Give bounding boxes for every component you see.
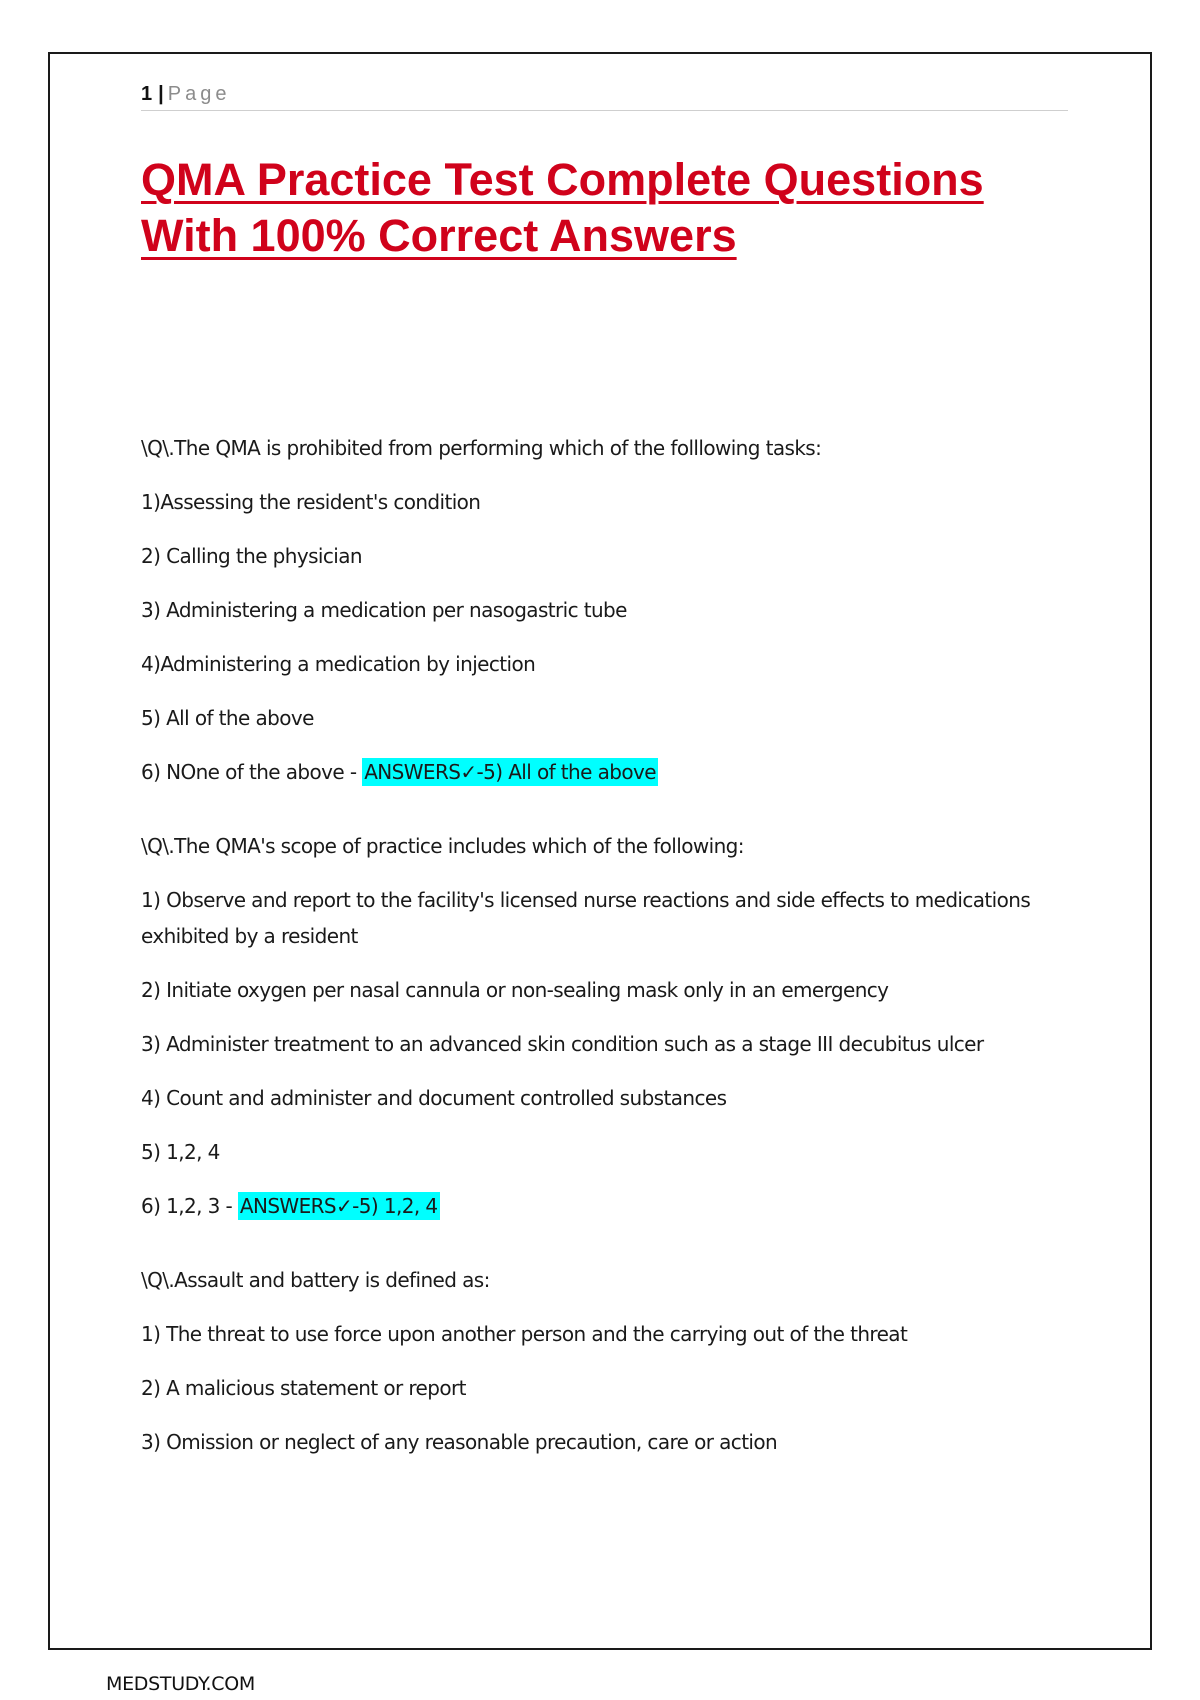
title-line-2: With 100% Correct Answers	[141, 210, 737, 261]
option-3: 3) Administer treatment to an advanced skin condition such as a stage III decubitus ulcer	[141, 1032, 984, 1056]
question-3	[141, 1262, 1068, 1460]
document-title	[141, 152, 1068, 264]
option-6: 6) NOne of the above -	[141, 760, 363, 784]
footer-site-name: MEDSTUDY.COM	[106, 1673, 256, 1695]
option-1: 1) The threat to use force upon another person and the carrying out of the threat	[141, 1322, 908, 1346]
option-4: 4)Administering a medication by injection	[141, 652, 536, 676]
questions-content	[141, 430, 1068, 1498]
option-4: 4) Count and administer and document controlled substances	[141, 1086, 727, 1110]
answer-highlight: ANSWERS✓-5) All of the above	[364, 760, 656, 784]
question-2	[141, 828, 1068, 1224]
option-5: 5) All of the above	[141, 706, 314, 730]
option-1: 1)Assessing the resident's condition	[141, 490, 481, 514]
page-separator: |	[158, 83, 164, 105]
option-3: 3) Omission or neglect of any reasonable precaution, care or action	[141, 1430, 778, 1454]
page-word: Page	[167, 83, 231, 105]
option-6-with-answer	[141, 1188, 1068, 1224]
question-prompt: \Q\.Assault and battery is defined as:	[141, 1268, 490, 1292]
question-1	[141, 430, 1068, 790]
option-2: 2) Calling the physician	[141, 544, 362, 568]
title-line-1: QMA Practice Test Complete Questions	[141, 154, 984, 205]
question-prompt: \Q\.The QMA's scope of practice includes which of the following:	[141, 834, 744, 858]
page-header	[141, 78, 1068, 111]
option-2: 2) Initiate oxygen per nasal cannula or non-sealing mask only in an emergency	[141, 978, 889, 1002]
page-number: 1	[141, 83, 153, 105]
answer-highlight: ANSWERS✓-5) 1,2, 4	[239, 1194, 438, 1218]
option-6-with-answer	[141, 754, 1068, 790]
option-3: 3) Administering a medication per nasogastric tube	[141, 598, 627, 622]
option-2: 2) A malicious statement or report	[141, 1376, 466, 1400]
option-1: 1) Observe and report to the facility's licensed nurse reactions and side effects to medications exhibited by a resident	[141, 888, 1031, 948]
question-prompt: \Q\.The QMA is prohibited from performing which of the folllowing tasks:	[141, 436, 822, 460]
option-5: 5) 1,2, 4	[141, 1140, 220, 1164]
option-6: 6) 1,2, 3 -	[141, 1194, 238, 1218]
